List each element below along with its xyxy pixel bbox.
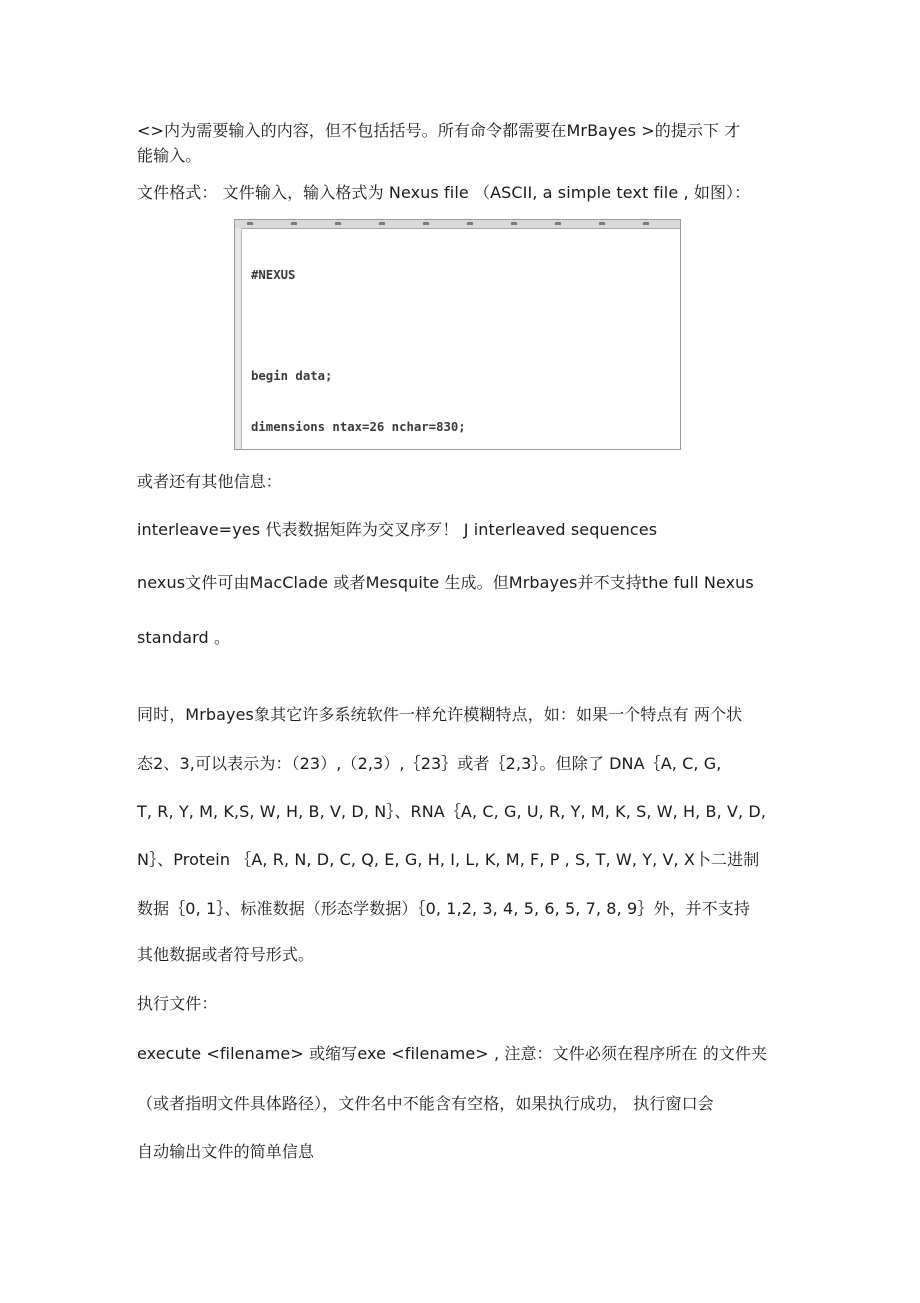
nexus-generation-line-2: standard 。: [137, 628, 231, 647]
nexus-file-screenshot: [234, 219, 681, 450]
fuzzy-line-5: 数据｛0, 1｝、标准数据（形态学数据）｛0, 1,2, 3, 4, 5, 6, 5, 7, 8, 9｝外，并不支持: [137, 899, 750, 918]
interleave-line: interleave=yes 代表数据矩阵为交叉序歹！ J interleaved sequences: [137, 520, 658, 539]
fuzzy-line-4: N｝、Protein ｛A, R, N, D, C, Q, E, G, H, I, L, K, M, F, P , S, T, W, Y, V, X卜二进制: [137, 850, 760, 869]
execute-heading: 执行文件：: [137, 994, 218, 1013]
nexus-generation-line-1: nexus文件可由MacClade 或者Mesquite 生成。但Mrbayes并不支持the full Nexus: [137, 573, 754, 592]
execute-line-2: （或者指明文件具体路径），文件名中不能含有空格，如果执行成功， 执行窗口会: [137, 1094, 714, 1113]
code-line: begin data;: [251, 369, 333, 384]
fuzzy-line-6: 其他数据或者符号形式。: [137, 945, 315, 964]
fuzzy-line-1: 同时，Mrbayes象其它许多系统软件一样允许模糊特点，如：如果一个特点有 两个状: [137, 705, 743, 724]
code-line: dimensions ntax=26 nchar=830;: [251, 419, 466, 434]
file-format-line: 文件格式： 文件输入，输入格式为 Nexus file （ASCII, a simple text file , 如图）：: [137, 183, 751, 202]
code-line: [251, 318, 680, 335]
nexus-code: [251, 233, 680, 450]
execute-line-3: 自动输出文件的简单信息: [137, 1142, 315, 1161]
other-info-line: 或者还有其他信息：: [137, 472, 282, 491]
editor-ruler: [235, 220, 680, 229]
fuzzy-line-3: T, R, Y, M, K,S, W, H, B, V, D, N｝、RNA｛A, C, G, U, R, Y, M, K, S, W, H, B, V, D,: [137, 802, 766, 821]
intro-line-2: 能输入。: [137, 146, 202, 165]
fuzzy-line-2: 态2、3,可以表示为：（23）,（2,3）,｛23｝或者｛2,3｝。但除了 DNA｛A, C, G,: [137, 754, 722, 773]
execute-line-1: execute <filename> 或缩写exe <filename> , 注意：文件必须在程序所在 的文件夹: [137, 1044, 768, 1063]
intro-line-1: <>内为需要输入的内容，但不包括括号。所有命令都需要在MrBayes >的提示下 才: [137, 121, 741, 140]
editor-gutter: [235, 228, 242, 449]
code-line: #NEXUS: [251, 267, 296, 282]
